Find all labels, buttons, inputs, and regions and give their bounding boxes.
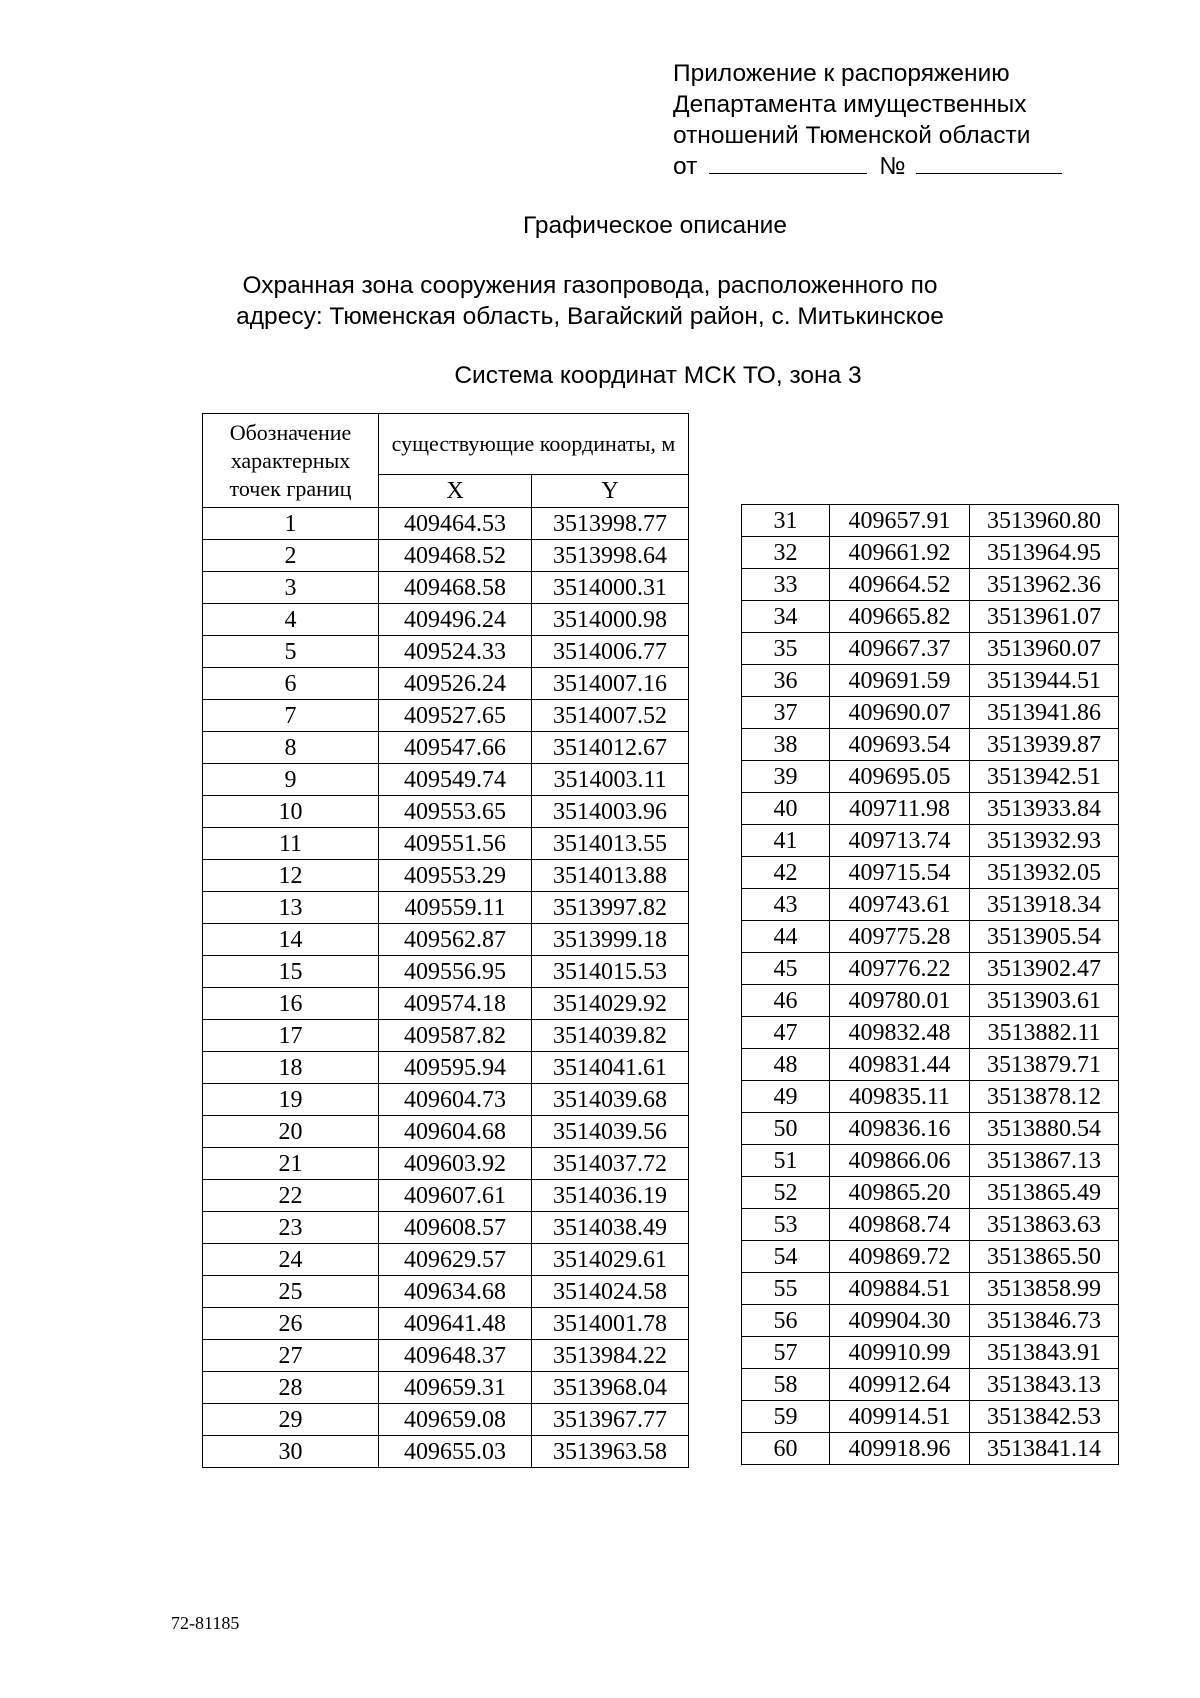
point-number-cell: 37	[742, 697, 830, 729]
point-number-cell: 49	[742, 1081, 830, 1113]
y-cell: 3513843.91	[970, 1337, 1119, 1369]
y-cell: 3514006.77	[532, 636, 689, 668]
x-cell: 409743.61	[830, 889, 970, 921]
x-cell: 409780.01	[830, 985, 970, 1017]
zone-description-line-1: Охранная зона сооружения газопровода, расположенного по	[242, 272, 938, 299]
x-cell: 409832.48	[830, 1017, 970, 1049]
x-cell: 409556.95	[379, 956, 532, 988]
x-cell: 409526.24	[379, 668, 532, 700]
point-number-cell: 4	[203, 604, 379, 636]
coordinates-table-left	[202, 413, 689, 1468]
y-cell: 3513858.99	[970, 1273, 1119, 1305]
approval-line-3: отношений Тюменской области	[673, 122, 1031, 149]
point-number-cell: 17	[203, 1020, 379, 1052]
table-row	[203, 1436, 689, 1468]
point-number-cell: 58	[742, 1369, 830, 1401]
y-cell: 3513997.82	[532, 892, 689, 924]
table-row	[203, 540, 689, 572]
point-number-cell: 8	[203, 732, 379, 764]
y-header: Y	[532, 474, 689, 507]
table-row	[742, 1145, 1119, 1177]
point-number-cell: 31	[742, 505, 830, 537]
x-cell: 409607.61	[379, 1180, 532, 1212]
y-cell: 3514039.82	[532, 1020, 689, 1052]
x-cell: 409866.06	[830, 1145, 970, 1177]
table-row	[742, 1177, 1119, 1209]
table-row	[742, 1209, 1119, 1241]
point-number-cell: 26	[203, 1308, 379, 1340]
table-row	[742, 665, 1119, 697]
y-cell: 3514039.68	[532, 1084, 689, 1116]
point-number-cell: 28	[203, 1372, 379, 1404]
number-label: №	[879, 153, 906, 180]
y-cell: 3513942.51	[970, 761, 1119, 793]
x-cell: 409553.29	[379, 860, 532, 892]
y-cell: 3514039.56	[532, 1116, 689, 1148]
x-cell: 409836.16	[830, 1113, 970, 1145]
x-cell: 409657.91	[830, 505, 970, 537]
y-cell: 3514003.96	[532, 796, 689, 828]
date-blank	[709, 172, 867, 174]
x-cell: 409715.54	[830, 857, 970, 889]
table-row	[203, 668, 689, 700]
x-cell: 409711.98	[830, 793, 970, 825]
x-cell: 409912.64	[830, 1369, 970, 1401]
y-cell: 3514036.19	[532, 1180, 689, 1212]
point-number-cell: 38	[742, 729, 830, 761]
x-cell: 409690.07	[830, 697, 970, 729]
table-row	[742, 1017, 1119, 1049]
x-cell: 409553.65	[379, 796, 532, 828]
x-cell: 409629.57	[379, 1244, 532, 1276]
y-cell: 3513962.36	[970, 569, 1119, 601]
point-number-cell: 21	[203, 1148, 379, 1180]
table-row	[742, 1401, 1119, 1433]
table-row	[203, 1116, 689, 1148]
y-cell: 3513960.80	[970, 505, 1119, 537]
table-row	[203, 572, 689, 604]
point-number-cell: 39	[742, 761, 830, 793]
x-cell: 409634.68	[379, 1276, 532, 1308]
table-row	[203, 1340, 689, 1372]
y-cell: 3513961.07	[970, 601, 1119, 633]
point-number-cell: 29	[203, 1404, 379, 1436]
table-row	[203, 1372, 689, 1404]
y-cell: 3513841.14	[970, 1433, 1119, 1465]
point-number-cell: 19	[203, 1084, 379, 1116]
x-cell: 409661.92	[830, 537, 970, 569]
point-label-header: Обозначение характерных точек границ	[203, 414, 379, 508]
x-cell: 409659.31	[379, 1372, 532, 1404]
y-cell: 3514037.72	[532, 1148, 689, 1180]
table-row	[203, 1020, 689, 1052]
x-cell: 409667.37	[830, 633, 970, 665]
approval-date-number-line	[673, 151, 1093, 182]
y-cell: 3514007.16	[532, 668, 689, 700]
y-cell: 3513918.34	[970, 889, 1119, 921]
x-cell: 409559.11	[379, 892, 532, 924]
y-cell: 3513882.11	[970, 1017, 1119, 1049]
point-number-cell: 33	[742, 569, 830, 601]
y-cell: 3513865.49	[970, 1177, 1119, 1209]
x-cell: 409562.87	[379, 924, 532, 956]
x-cell: 409775.28	[830, 921, 970, 953]
table-row	[742, 825, 1119, 857]
x-cell: 409496.24	[379, 604, 532, 636]
y-cell: 3513846.73	[970, 1305, 1119, 1337]
x-cell: 409641.48	[379, 1308, 532, 1340]
point-number-cell: 34	[742, 601, 830, 633]
table-row	[742, 537, 1119, 569]
x-cell: 409587.82	[379, 1020, 532, 1052]
point-number-cell: 13	[203, 892, 379, 924]
point-number-cell: 20	[203, 1116, 379, 1148]
table-row	[742, 1305, 1119, 1337]
point-number-cell: 2	[203, 540, 379, 572]
from-label: от	[673, 153, 698, 180]
table-row	[203, 508, 689, 540]
y-cell: 3513933.84	[970, 793, 1119, 825]
x-cell: 409776.22	[830, 953, 970, 985]
point-number-cell: 25	[203, 1276, 379, 1308]
x-cell: 409527.65	[379, 700, 532, 732]
table-row	[203, 924, 689, 956]
point-number-cell: 16	[203, 988, 379, 1020]
y-cell: 3513960.07	[970, 633, 1119, 665]
point-number-cell: 54	[742, 1241, 830, 1273]
table-row	[742, 633, 1119, 665]
y-cell: 3513905.54	[970, 921, 1119, 953]
table-row	[203, 988, 689, 1020]
approval-line-2: Департамента имущественных	[673, 91, 1027, 118]
point-number-cell: 5	[203, 636, 379, 668]
table-row	[203, 1244, 689, 1276]
x-cell: 409869.72	[830, 1241, 970, 1273]
point-number-cell: 51	[742, 1145, 830, 1177]
y-cell: 3514041.61	[532, 1052, 689, 1084]
table-row	[742, 1273, 1119, 1305]
table-row	[742, 921, 1119, 953]
x-cell: 409831.44	[830, 1049, 970, 1081]
point-number-cell: 36	[742, 665, 830, 697]
y-cell: 3514013.55	[532, 828, 689, 860]
point-number-cell: 9	[203, 764, 379, 796]
point-number-cell: 56	[742, 1305, 830, 1337]
x-cell: 409664.52	[830, 569, 970, 601]
table-row	[742, 1241, 1119, 1273]
point-number-cell: 60	[742, 1433, 830, 1465]
table-row	[203, 860, 689, 892]
y-cell: 3514000.31	[532, 572, 689, 604]
point-number-cell: 43	[742, 889, 830, 921]
x-cell: 409918.96	[830, 1433, 970, 1465]
y-cell: 3514012.67	[532, 732, 689, 764]
table-row	[203, 732, 689, 764]
y-cell: 3513932.05	[970, 857, 1119, 889]
x-cell: 409693.54	[830, 729, 970, 761]
table-row	[742, 505, 1119, 537]
table-row	[742, 985, 1119, 1017]
table-row	[742, 889, 1119, 921]
table-row	[203, 764, 689, 796]
table-row	[742, 1369, 1119, 1401]
zone-description	[180, 270, 1000, 332]
y-cell: 3514029.92	[532, 988, 689, 1020]
x-cell: 409468.52	[379, 540, 532, 572]
y-cell: 3514015.53	[532, 956, 689, 988]
point-number-cell: 45	[742, 953, 830, 985]
point-number-cell: 15	[203, 956, 379, 988]
table-row	[742, 697, 1119, 729]
y-cell: 3513932.93	[970, 825, 1119, 857]
point-number-cell: 53	[742, 1209, 830, 1241]
table-row	[203, 1276, 689, 1308]
x-cell: 409713.74	[830, 825, 970, 857]
x-cell: 409868.74	[830, 1209, 970, 1241]
y-cell: 3513867.13	[970, 1145, 1119, 1177]
table-row	[742, 729, 1119, 761]
y-cell: 3513964.95	[970, 537, 1119, 569]
x-cell: 409904.30	[830, 1305, 970, 1337]
point-number-cell: 24	[203, 1244, 379, 1276]
table-row	[742, 569, 1119, 601]
point-number-cell: 23	[203, 1212, 379, 1244]
point-number-cell: 3	[203, 572, 379, 604]
page-code: 72-81185	[171, 1613, 240, 1633]
y-cell: 3513902.47	[970, 953, 1119, 985]
table-row	[203, 796, 689, 828]
point-number-cell: 11	[203, 828, 379, 860]
x-cell: 409884.51	[830, 1273, 970, 1305]
x-cell: 409603.92	[379, 1148, 532, 1180]
point-number-cell: 32	[742, 537, 830, 569]
x-cell: 409604.68	[379, 1116, 532, 1148]
point-number-cell: 35	[742, 633, 830, 665]
x-cell: 409547.66	[379, 732, 532, 764]
table-row	[203, 1180, 689, 1212]
x-cell: 409524.33	[379, 636, 532, 668]
table-row	[742, 857, 1119, 889]
x-cell: 409655.03	[379, 1436, 532, 1468]
point-number-cell: 40	[742, 793, 830, 825]
point-number-cell: 10	[203, 796, 379, 828]
y-cell: 3513879.71	[970, 1049, 1119, 1081]
point-number-cell: 18	[203, 1052, 379, 1084]
point-number-cell: 7	[203, 700, 379, 732]
table-right-body	[742, 505, 1119, 1465]
y-cell: 3513984.22	[532, 1340, 689, 1372]
point-number-cell: 59	[742, 1401, 830, 1433]
y-cell: 3514038.49	[532, 1212, 689, 1244]
table-row	[742, 1081, 1119, 1113]
table-row	[203, 604, 689, 636]
x-cell: 409691.59	[830, 665, 970, 697]
point-number-cell: 27	[203, 1340, 379, 1372]
table-row	[203, 828, 689, 860]
coordinates-group-header: существующие координаты, м	[379, 414, 689, 475]
y-cell: 3514024.58	[532, 1276, 689, 1308]
point-number-cell: 55	[742, 1273, 830, 1305]
x-cell: 409574.18	[379, 988, 532, 1020]
y-cell: 3513865.50	[970, 1241, 1119, 1273]
table-row	[742, 601, 1119, 633]
x-cell: 409695.05	[830, 761, 970, 793]
table-row	[203, 1052, 689, 1084]
y-cell: 3514013.88	[532, 860, 689, 892]
y-cell: 3513878.12	[970, 1081, 1119, 1113]
x-cell: 409914.51	[830, 1401, 970, 1433]
x-cell: 409468.58	[379, 572, 532, 604]
y-cell: 3513963.58	[532, 1436, 689, 1468]
point-number-cell: 48	[742, 1049, 830, 1081]
x-cell: 409665.82	[830, 601, 970, 633]
point-number-cell: 30	[203, 1436, 379, 1468]
y-cell: 3514007.52	[532, 700, 689, 732]
table-row	[203, 892, 689, 924]
y-cell: 3513903.61	[970, 985, 1119, 1017]
table-row	[203, 1212, 689, 1244]
x-cell: 409835.11	[830, 1081, 970, 1113]
y-cell: 3514029.61	[532, 1244, 689, 1276]
x-cell: 409608.57	[379, 1212, 532, 1244]
y-cell: 3513939.87	[970, 729, 1119, 761]
table-row	[742, 1433, 1119, 1465]
table-row	[742, 1049, 1119, 1081]
y-cell: 3514003.11	[532, 764, 689, 796]
point-number-cell: 12	[203, 860, 379, 892]
table-row	[203, 1308, 689, 1340]
x-cell: 409865.20	[830, 1177, 970, 1209]
table-row	[203, 1084, 689, 1116]
point-number-cell: 57	[742, 1337, 830, 1369]
y-cell: 3513843.13	[970, 1369, 1119, 1401]
point-number-cell: 1	[203, 508, 379, 540]
point-number-cell: 6	[203, 668, 379, 700]
table-row	[203, 1404, 689, 1436]
point-number-cell: 22	[203, 1180, 379, 1212]
table-row	[742, 1337, 1119, 1369]
approval-block	[673, 58, 1093, 182]
y-cell: 3513998.64	[532, 540, 689, 572]
point-number-cell: 14	[203, 924, 379, 956]
y-cell: 3514000.98	[532, 604, 689, 636]
y-cell: 3514001.78	[532, 1308, 689, 1340]
point-number-cell: 46	[742, 985, 830, 1017]
table-row	[742, 953, 1119, 985]
number-blank	[916, 172, 1062, 174]
point-number-cell: 44	[742, 921, 830, 953]
y-cell: 3513880.54	[970, 1113, 1119, 1145]
x-cell: 409659.08	[379, 1404, 532, 1436]
y-cell: 3513944.51	[970, 665, 1119, 697]
point-number-cell: 47	[742, 1017, 830, 1049]
x-cell: 409648.37	[379, 1340, 532, 1372]
y-cell: 3513842.53	[970, 1401, 1119, 1433]
x-cell: 409910.99	[830, 1337, 970, 1369]
zone-description-line-2: адресу: Тюменская область, Вагайский район, с. Митькинское	[236, 303, 944, 330]
y-cell: 3513999.18	[532, 924, 689, 956]
table-row	[203, 636, 689, 668]
coordinates-table-right	[741, 504, 1119, 1465]
table-row	[203, 1148, 689, 1180]
table-row	[742, 793, 1119, 825]
x-cell: 409551.56	[379, 828, 532, 860]
point-number-cell: 42	[742, 857, 830, 889]
x-cell: 409604.73	[379, 1084, 532, 1116]
y-cell: 3513967.77	[532, 1404, 689, 1436]
point-number-cell: 50	[742, 1113, 830, 1145]
approval-line-1: Приложение к распоряжению	[673, 60, 1010, 87]
table-left-body	[203, 508, 689, 1468]
document-title: Графическое описание	[523, 212, 787, 239]
table-row	[742, 1113, 1119, 1145]
point-number-cell: 41	[742, 825, 830, 857]
x-cell: 409464.53	[379, 508, 532, 540]
table-row	[203, 956, 689, 988]
coordinate-system: Система координат МСК ТО, зона 3	[454, 362, 862, 389]
x-cell: 409549.74	[379, 764, 532, 796]
y-cell: 3513968.04	[532, 1372, 689, 1404]
y-cell: 3513863.63	[970, 1209, 1119, 1241]
x-header: X	[379, 474, 532, 507]
table-row	[203, 700, 689, 732]
y-cell: 3513998.77	[532, 508, 689, 540]
table-row	[742, 761, 1119, 793]
point-number-cell: 52	[742, 1177, 830, 1209]
y-cell: 3513941.86	[970, 697, 1119, 729]
x-cell: 409595.94	[379, 1052, 532, 1084]
